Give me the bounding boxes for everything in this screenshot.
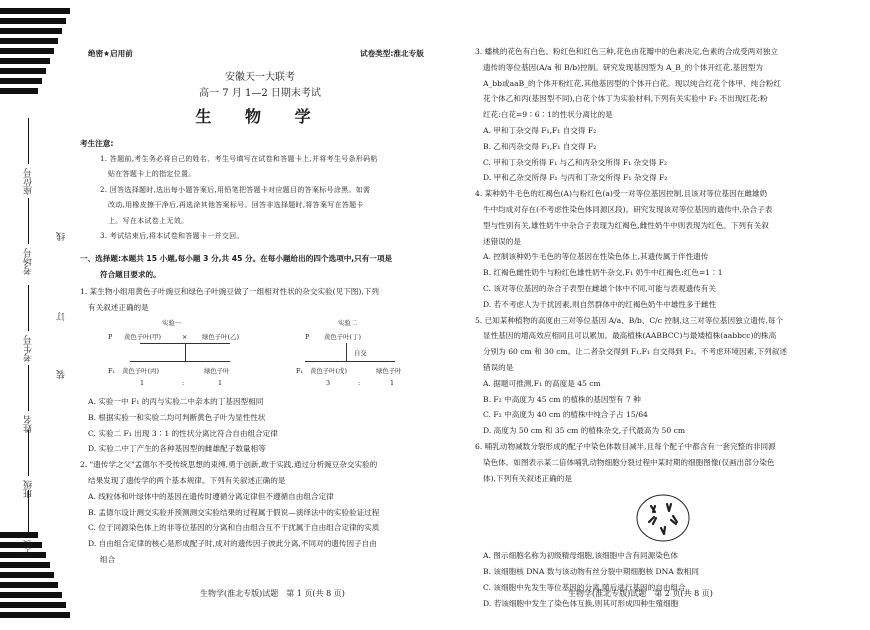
question-5 xyxy=(475,313,855,439)
subject-title: 生 物 学 xyxy=(195,107,325,126)
question-6 xyxy=(475,439,855,612)
note-line: 上。写在本试卷上无效。 xyxy=(108,216,189,225)
notes-heading: 考生注意: xyxy=(80,139,114,148)
section-heading-cont: 符合题目要求的。 xyxy=(100,269,161,279)
binding-stripe xyxy=(0,612,70,618)
cut-word-bind: 订 xyxy=(57,312,67,321)
q6-option-b[interactable]: B. 该细胞核 DNA 数与该动物有丝分裂中期细胞核 DNA 数相同 xyxy=(483,567,699,577)
q5-option-c[interactable]: C. F₂ 中高度为 40 cm 的植株中纯合子占 15/64 xyxy=(483,410,648,420)
binding-strip xyxy=(0,0,70,630)
q1-option-b[interactable]: B. 根据实验一和实验二均可判断黄色子叶为显性性状 xyxy=(88,412,266,422)
q5-option-b[interactable]: B. F₂ 中高度为 45 cm 的植株的基因型有 7 种 xyxy=(483,394,641,404)
question-1 xyxy=(80,284,440,457)
q4-line: 型与性别有关,雄性奶牛中杂合子表现为红褐色,雌性奶牛中则表现为红色。下列有关叙 xyxy=(483,220,769,230)
paper-type: 试卷类型:淮北专版 xyxy=(360,49,424,58)
q3-line: A_bb或aaB_的个体开粉红花,其他基因型的个体开白花。现以纯合红花个体甲、纯合粉红 xyxy=(483,78,782,88)
binding-stripe xyxy=(0,8,70,14)
ratio-2: 1 xyxy=(218,378,223,387)
q1-option-a[interactable]: A. 实验一中 F₁ 的丙与实验二中亲本的丁基因型相同 xyxy=(88,396,264,406)
exp2-label: 实验二 xyxy=(338,318,358,327)
name-label: 姓名 xyxy=(24,415,34,433)
ratio-1: 1 xyxy=(140,378,145,387)
q6-line: 6. 哺乳动物减数分裂形成的配子中染色体数目减半,且每个配子中都含有一套完整的非同源 xyxy=(475,441,776,451)
p1-label: P xyxy=(108,332,113,341)
f1-label-2: F₁ xyxy=(296,366,303,375)
q3-line: 遗传的等位基因(A/a 和 B/b)控制。研究发现基因型为 A_B_的个体开红花,基因型为 xyxy=(483,62,764,72)
class-label: 班级 xyxy=(24,480,34,498)
cross-sign: × xyxy=(182,332,188,341)
q2-option-c[interactable]: C. 位于同源染色体上的非等位基因的分离和自由组合互不干扰属于自由组合定律的实质 xyxy=(88,523,380,533)
q1-option-d[interactable]: D. 实验二中丁产生的各种基因型的雌雄配子数量相等 xyxy=(88,444,266,454)
candidate-number-field[interactable] xyxy=(22,285,35,362)
selfing-label: 自交 xyxy=(354,348,367,357)
binding-stripe xyxy=(0,582,58,588)
q3-option-a[interactable]: A. 甲和丁杂交得 F₁,F₁ 自交得 F₂ xyxy=(483,125,597,135)
q4-line: 牛中均成对存在(不考虑性染色体同源区段)。研究发现该对等位基因的遗传中,杂合子表 xyxy=(483,204,773,214)
notes-list xyxy=(80,152,440,245)
q4-line: 述错误的是 xyxy=(483,236,521,246)
q3-option-d[interactable]: D. 甲和乙杂交所得 F₁ 与丙和丁杂交所得 F₁ 杂交得 F₂ xyxy=(483,173,668,183)
binding-stripe xyxy=(0,562,50,568)
cut-word-mount: 装 xyxy=(57,370,67,379)
f1-yellow-1: 黄色子叶(丙) xyxy=(122,366,159,375)
class-field[interactable] xyxy=(22,430,35,498)
binding-stripe xyxy=(0,18,66,24)
school-label: 学校 xyxy=(24,540,34,558)
q1-option-c[interactable]: C. 实验二 F₁ 出现 3∶1 的性状分离比符合自由组合定律 xyxy=(88,428,278,438)
note-line: 2. 回答选择题时,选出每小题答案后,用铅笔把答题卡对应题目的答案标号涂黑。如需 xyxy=(100,185,371,194)
q6-option-c[interactable]: C. 该细胞中先发生等位基因的分离,随后进行基因的自由组合 xyxy=(483,582,686,592)
q4-option-c[interactable]: C. 该对等位基因的杂合子表型在雌雄个体中不同,可能与表观遗传有关 xyxy=(483,283,716,293)
name-field[interactable] xyxy=(22,365,35,433)
binding-stripe xyxy=(0,88,38,94)
q3-line: 3. 蟠桃的花色有白色、粉红色和红色三种,花色由花瓣中的色素决定,色素的合成受两对独立 xyxy=(475,47,779,56)
q1-stem: 1. 某生物小组用黄色子叶豌豆和绿色子叶豌豆做了一组相对性状的杂交实验(见下图),下列 xyxy=(80,287,379,297)
binding-stripe xyxy=(0,28,62,34)
section-heading: 一、选择题:本题共 15 小题,每小题 3 分,共 45 分。在每小题给出的四个选项中,只有一项是 xyxy=(80,253,393,263)
q3-line: 花个体乙和丙(基因型不同),白花个体丁为实验材料,下列有关实验中 F₂ 不出现红花:粉 xyxy=(483,94,768,104)
q4-option-a[interactable]: A. 控制该种奶牛毛色的等位基因在性染色体上,其遗传属于伴性遗传 xyxy=(483,252,709,262)
p1-parent-a: 黄色子叶(甲) xyxy=(124,332,161,341)
q6-line: 染色体。如图表示某二倍体哺乳动物细胞分裂过程中某时期的细胞图像(仅画出部分染色 xyxy=(483,457,775,467)
exam-room-field[interactable] xyxy=(22,198,35,275)
f1-green-1: 绿色子叶 xyxy=(204,366,230,375)
q2-option-a[interactable]: A. 线粒体和叶绿体中的基因在遗传时遵循分离定律但不遵循自由组合定律 xyxy=(88,491,334,501)
f1-yellow-2: 黄色子叶(戊) xyxy=(310,366,347,375)
seat-number-label: 座位号 xyxy=(24,168,34,195)
exam-org-title: 安徽天一大联考 xyxy=(225,72,295,83)
q2-option-d[interactable]: D. 自由组合定律的核心是形成配子时,成对的遗传因子彼此分离,不同对的遗传因子自由 xyxy=(88,539,377,549)
q4-option-d[interactable]: D. 若不考虑人为干扰因素,则自然群体中的红褐色奶牛中雄性多于雌性 xyxy=(483,299,717,309)
q6-line: 体),下列有关叙述正确的是 xyxy=(483,473,572,483)
p2-label: P xyxy=(305,332,310,341)
binding-stripe xyxy=(0,592,62,598)
q5-line: 5. 已知某种植物的高度由三对等位基因 A/a、B/b、C/c 控制,这三对等位基因独立遗传,每个 xyxy=(475,315,784,325)
seat-number-field[interactable] xyxy=(22,118,35,195)
cross-diagram xyxy=(100,318,420,392)
q2-option-d-cont: 组合 xyxy=(100,554,116,564)
question-4 xyxy=(475,186,855,312)
question-2 xyxy=(80,457,440,568)
exam-name-title: 高一 7 月 1—2 日期末考试 xyxy=(199,88,321,99)
note-line: 贴在答题卡上的指定位置。 xyxy=(108,170,196,179)
ratio-colon-1: : xyxy=(182,378,185,387)
q6-option-d[interactable]: D. 若该细胞中发生了染色体互换,则其可形成四种生殖细胞 xyxy=(483,598,679,608)
school-field[interactable] xyxy=(22,490,35,558)
q5-option-a[interactable]: A. 据题可推测,F₁ 的高度是 45 cm xyxy=(483,378,601,388)
q2-stem: 2. "遗传学之父"孟德尔不受传统思想的束缚,勇于创新,敢于实践,通过分析豌豆杂交实验的 xyxy=(80,460,378,470)
cell-figure xyxy=(475,492,855,544)
q3-option-c[interactable]: C. 甲和丁杂交所得 F₁ 与乙和丙杂交所得 F₁ 杂交得 F₂ xyxy=(483,157,668,167)
q3-option-b[interactable]: B. 乙和丙杂交得 F₁,F₁ 自交得 F₂ xyxy=(483,141,597,151)
note-line: 改动,用橡皮擦干净后,再选涂其他答案标号。回答非选择题时,将答案写在答题卡 xyxy=(108,201,364,210)
binding-stripe xyxy=(0,48,54,54)
f1-green-2: 绿色子叶 xyxy=(376,366,402,375)
ratio-3: 3 xyxy=(326,378,331,387)
left-page xyxy=(80,70,440,568)
note-line: 1. 答题前,考生务必将自己的姓名、考生号填写在试卷和答题卡上,并将考生号条形码粘 xyxy=(100,154,378,163)
binding-stripe xyxy=(0,78,42,84)
q5-line: 显性基因的增高效应相同且可以累加。最高植株(AABBCC)与最矮植株(aabbcc)的株高 xyxy=(483,331,777,341)
question-3 xyxy=(475,44,855,186)
binding-stripe xyxy=(0,602,66,608)
q5-option-d[interactable]: D. 高度为 50 cm 和 35 cm 的植株杂交,子代最高为 50 cm xyxy=(483,426,686,436)
f1-label-1: F₁ xyxy=(108,366,115,375)
q1-stem-cont: 有关叙述正确的是 xyxy=(88,303,149,313)
cut-word-line: 线 xyxy=(57,232,67,241)
footer-page-2: 生物学(淮北专版)试题 第 2 页(共 8 页) xyxy=(568,589,713,598)
binding-stripe xyxy=(0,38,58,44)
footer-page-1: 生物学(淮北专版)试题 第 1 页(共 8 页) xyxy=(200,589,345,598)
candidate-number-label: 考生号 xyxy=(24,335,34,362)
confidential-mark: 绝密★启用前 xyxy=(88,49,133,58)
binding-stripe xyxy=(0,572,54,578)
exp1-label: 实验一 xyxy=(162,318,182,327)
q2-option-b[interactable]: B. 孟德尔设计测交实验并预测测交实验结果的过程属于假说—演绎法中的实验验证过程 xyxy=(88,507,380,517)
binding-stripe xyxy=(0,58,50,64)
ratio-colon-2: : xyxy=(358,378,361,387)
q5-line: 分别为 60 cm 和 30 cm。让二者杂交得到 F₁,F₁ 自交得到 F₂。不考虑环境因素,下列叙述 xyxy=(483,347,787,357)
q4-option-b[interactable]: B. 红褐色雌性奶牛与粉红色雄性奶牛杂交,F₁ 奶牛中红褐色:红色=1∶1 xyxy=(483,268,723,278)
exam-room-label: 考场号 xyxy=(24,248,34,275)
q6-option-a[interactable]: A. 图示细胞名称为初级精母细胞,该细胞中含有同源染色体 xyxy=(483,551,678,561)
q4-line: 4. 某种奶牛毛色的红褐色(A)与粉红色(a)受一对等位基因控制,且该对等位基因在雌雄奶 xyxy=(475,189,768,199)
p2-parent: 黄色子叶(丁) xyxy=(324,332,361,341)
binding-stripe xyxy=(0,542,42,548)
p1-parent-b: 绿色子叶(乙) xyxy=(202,332,239,341)
cell-division-figure xyxy=(475,492,855,544)
note-line: 3. 考试结束后,将本试卷和答题卡一并交回。 xyxy=(100,232,244,241)
q5-line: 错误的是 xyxy=(483,362,514,372)
q2-stem-cont: 结果发现了遗传学的两个基本规律。下列有关叙述正确的是 xyxy=(88,475,286,485)
right-page xyxy=(475,44,855,612)
binding-stripe xyxy=(0,68,46,74)
ratio-4: 1 xyxy=(390,378,395,387)
q3-line: 红花:白花=9∶6∶1的性状分离比的是 xyxy=(483,110,613,120)
